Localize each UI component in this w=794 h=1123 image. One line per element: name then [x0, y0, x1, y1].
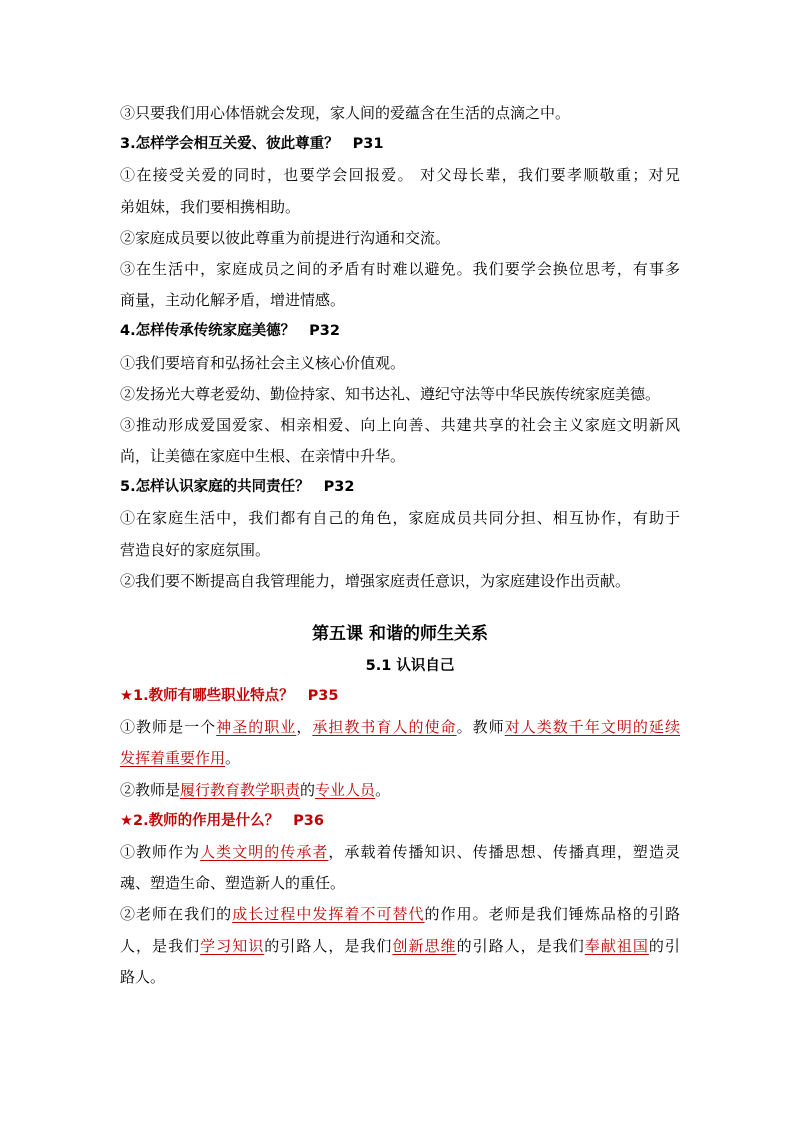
text-segment: ②教师是	[120, 780, 181, 799]
teacher-answer-1-1-line-1	[120, 712, 680, 743]
teacher-answer-2-2-line-2	[120, 931, 680, 962]
answer-5-1-line-2: 营造良好的家庭氛围。	[120, 540, 271, 559]
section-title: 5.1 认识自己	[365, 658, 455, 674]
text-segment: ②老师在我们的	[120, 905, 233, 924]
teacher-question-2-title: ★2.教师的作用是什么？	[120, 812, 280, 829]
paragraph-love-in-details: ③只要我们用心体悟就会发现，家人间的爱蕴含在生活的点滴之中。	[120, 104, 571, 122]
teacher-question-2-heading	[120, 806, 680, 837]
text-segment: 。	[375, 780, 391, 799]
key-phrase: 创新思维	[392, 936, 457, 955]
key-phrase: 人类文明的传承者	[200, 842, 329, 861]
text-segment: ，承载着传播知识、传播思想、传播真理，塑造灵	[328, 842, 680, 861]
chapter-title: 第五课 和谐的师生关系	[312, 624, 488, 644]
text-segment: 人，是我们	[120, 936, 201, 955]
answer-3-1-line-1: ①在接受关爱的同时，也要学会回报爱。 对父母长辈，我们要孝顺敬重；对兄	[120, 166, 680, 185]
key-phrase: 发挥着重要作用	[120, 749, 226, 768]
teacher-answer-1-2	[120, 775, 680, 806]
teacher-question-1-title: ★1.教师有哪些职业特点？	[120, 688, 294, 704]
teacher-answer-2-2-line-3: 路人。	[120, 967, 166, 986]
key-phrase: 神圣的职业	[216, 718, 297, 737]
text-segment: 的引	[648, 936, 680, 955]
question-5-title: 5.怎样认识家庭的共同责任？	[120, 479, 310, 496]
teacher-answer-2-1-line-2: 魂、塑造生命、塑造新人的重任。	[120, 874, 346, 893]
text-segment: 的	[300, 780, 316, 799]
answer-5-1-line-1: ①在家庭生活中，我们都有自己的角色，家庭成员共同分担、相互协作，有助于	[120, 509, 680, 528]
question-3-heading	[120, 129, 680, 160]
answer-5-2: ②我们要不断提高自我管理能力，增强家庭责任意识，为家庭建设作出贡献。	[120, 571, 631, 590]
key-phrase: 对人类数千年文明的延续	[504, 718, 680, 737]
answer-4-1: ①我们要培育和弘扬社会主义核心价值观。	[120, 353, 406, 372]
key-phrase: 专业人员	[315, 780, 376, 799]
key-phrase: 奉献祖国	[584, 936, 649, 955]
question-3-page-ref: P31	[352, 136, 384, 153]
teacher-answer-2-2-line-1	[120, 899, 680, 930]
teacher-question-1-page-ref: P35	[307, 688, 339, 704]
text-segment: 。	[225, 749, 241, 768]
document-page	[120, 98, 680, 993]
answer-4-3-line-2: 尚，让美德在家庭中生根、在亲情中升华。	[120, 447, 406, 466]
teacher-question-2-page-ref: P36	[293, 812, 324, 829]
question-4-page-ref: P32	[309, 323, 340, 340]
key-phrase: 学习知识	[200, 936, 265, 955]
answer-3-1-line-2: 弟姐妹，我们要相携相助。	[120, 197, 301, 216]
key-phrase: 承担教书育人的使命	[312, 718, 457, 737]
question-5-heading	[120, 472, 680, 503]
question-3-title: 3.怎样学会相互关爱、彼此尊重？	[120, 136, 339, 153]
question-4-heading	[120, 316, 680, 347]
text-segment: 的引路人，是我们	[456, 936, 585, 955]
text-segment: 的引路人，是我们	[264, 936, 393, 955]
key-phrase: 成长过程中发挥着不可替代	[232, 905, 425, 924]
teacher-answer-2-1-line-1	[120, 837, 680, 868]
text-segment: 的作用。老师是我们锤炼品格的引路	[424, 905, 680, 924]
key-phrase: 履行教育教学职责	[180, 780, 301, 799]
text-segment: ①教师是一个	[120, 718, 217, 737]
text-segment: ①教师作为	[120, 842, 201, 861]
question-4-title: 4.怎样传承传统家庭美德？	[120, 323, 296, 340]
text-segment: 。教师	[456, 718, 505, 737]
answer-3-3-line-1: ③在生活中，家庭成员之间的矛盾有时难以避免。我们要学会换位思考，有事多	[120, 259, 680, 278]
answer-4-2: ②发扬光大尊老爱幼、勤俭持家、知书达礼、遵纪守法等中华民族传统家庭美德。	[120, 384, 661, 403]
answer-3-2: ②家庭成员要以彼此尊重为前提进行沟通和交流。	[120, 228, 451, 247]
answer-4-3-line-1: ③推动形成爱国爱家、相亲相爱、向上向善、共建共享的社会主义家庭文明新风	[120, 415, 680, 434]
question-5-page-ref: P32	[323, 479, 355, 496]
teacher-answer-1-1-line-2	[120, 743, 680, 774]
answer-3-3-line-2: 商量，主动化解矛盾，增进情感。	[120, 291, 346, 310]
teacher-question-1-heading	[120, 681, 680, 712]
text-segment: ，	[296, 718, 313, 737]
